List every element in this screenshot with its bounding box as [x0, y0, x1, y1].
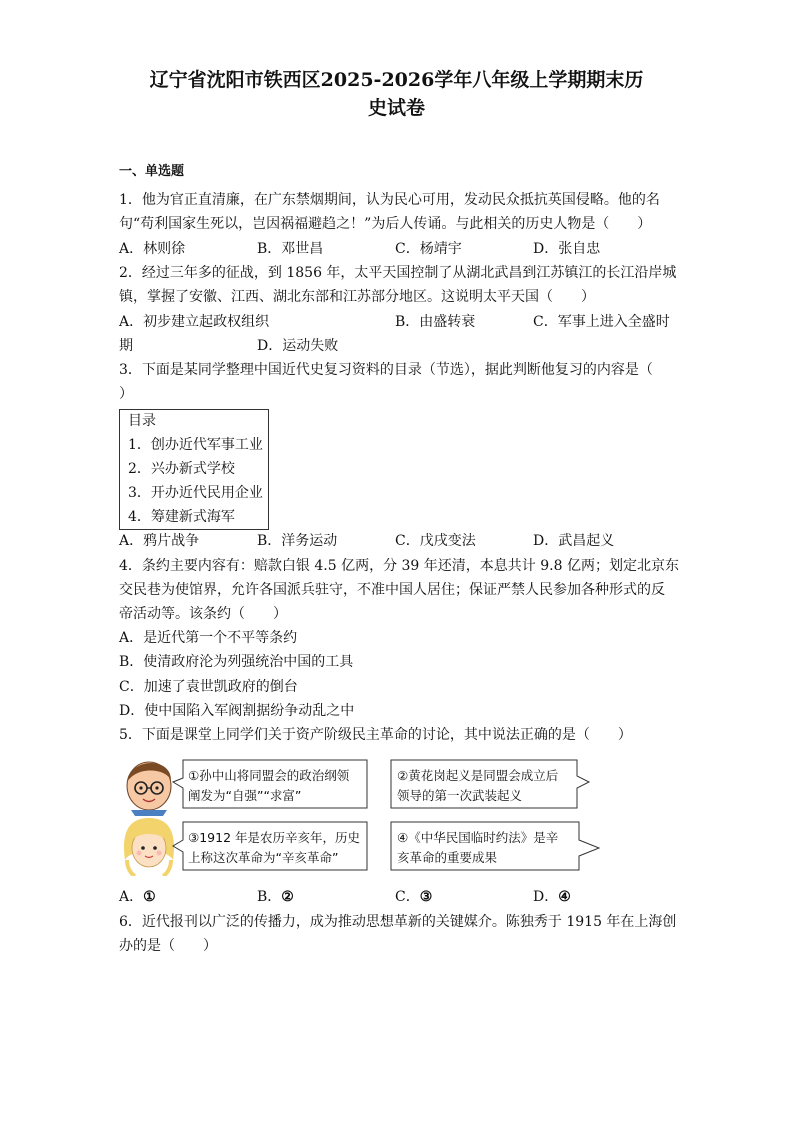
q4-option-d[interactable]: D．使中国陷入军阀割据纷争动乱之中	[119, 703, 355, 719]
bubble-2-line-2: 领导的第一次武装起义	[397, 788, 523, 803]
q6-line-1: 6．近代报刊以广泛的传播力，成为推动思想革新的关键媒介。陈独秀于 1915 年在上海创	[119, 914, 677, 930]
q2-option-b[interactable]: B．由盛转衰	[395, 314, 476, 330]
q1-option-c[interactable]: C．杨靖宇	[395, 241, 462, 257]
q3-option-d[interactable]: D．武昌起义	[533, 533, 615, 549]
bubble-1-line-1: ①孙中山将同盟会的政治纲领	[188, 768, 350, 783]
q2-option-a[interactable]: A．初步建立起政权组织	[119, 314, 270, 330]
toc-item-2: 2．兴办新式学校	[128, 461, 235, 477]
q3-line-2: ）	[119, 386, 133, 402]
exam-title	[60, 66, 733, 122]
q3-option-a[interactable]: A．鸦片战争	[119, 533, 200, 549]
toc-box	[119, 409, 269, 530]
toc-item-4: 4．筹建新式海军	[128, 509, 235, 525]
q4-option-a[interactable]: A．是近代第一个不平等条约	[119, 630, 298, 646]
q4-line-1: 4．条约主要内容有：赔款白银 4.5 亿两，分 39 年还清，本息共计 9.8 亿两；划定北京东	[119, 558, 679, 574]
toc-item-1: 1．创办近代军事工业	[128, 437, 263, 453]
bubble-4-line-1: ④《中华民国临时约法》是辛	[397, 830, 559, 845]
q1-option-b[interactable]: B．邓世昌	[257, 241, 324, 257]
bubble-4-line-2: 亥革命的重要成果	[397, 850, 498, 865]
q3-option-c[interactable]: C．戊戌变法	[395, 533, 476, 549]
q4-option-c[interactable]: C．加速了袁世凯政府的倒台	[119, 679, 298, 695]
bubble-3-line-2: 上称这次革命为“辛亥革命”	[188, 850, 339, 865]
q2-line-1: 2．经过三年多的征战，到 1856 年，太平天国控制了从湖北武昌到江苏镇江的长江沿岸城	[119, 265, 677, 281]
q4-line-2: 交民巷为使馆界，允许各国派兵驻守，不准中国人居住；保证严禁人民参加各种形式的反	[119, 582, 665, 598]
q2-option-c-cont: 期	[119, 338, 133, 354]
q1-option-a[interactable]: A．林则徐	[119, 241, 186, 257]
bubble-1-line-2: 阐发为“自强”“求富”	[188, 788, 302, 803]
q2-option-d[interactable]: D．运动失败	[257, 338, 339, 354]
q1-line-2: 句“苟利国家生死以，岂因祸福避趋之！”为后人传诵。与此相关的历史人物是（ ）	[119, 216, 652, 232]
bubble-2-line-1: ②黄花岗起义是同盟会成立后	[397, 768, 559, 783]
q1-line-1: 1．他为官正直清廉，在广东禁烟期间，认为民心可用，发动民众抵抗英国侵略。他的名	[119, 192, 660, 208]
q5-line-1: 5．下面是课堂上同学们关于资产阶级民主革命的讨论，其中说法正确的是（ ）	[119, 727, 632, 743]
q6-line-2: 办的是（ ）	[119, 938, 217, 954]
q5-option-a[interactable]: A．①	[119, 889, 156, 905]
q5-option-d[interactable]: D．④	[533, 889, 571, 905]
boy-avatar	[127, 762, 171, 816]
q1-option-d[interactable]: D．张自忠	[533, 241, 601, 257]
section-heading: 一、单选题	[119, 164, 185, 179]
q5-option-b[interactable]: B．②	[257, 889, 294, 905]
q4-line-3: 帝活动等。该条约（ ）	[119, 606, 287, 622]
title-line-2: 史试卷	[367, 97, 425, 119]
q2-option-c[interactable]: C．军事上进入全盛时	[533, 314, 670, 330]
q5-option-c[interactable]: C．③	[395, 889, 433, 905]
q3-option-b[interactable]: B．洋务运动	[257, 533, 338, 549]
q4-option-b[interactable]: B．使清政府沦为列强统治中国的工具	[119, 654, 354, 670]
girl-avatar	[124, 818, 174, 876]
title-line-1: 辽宁省沈阳市铁西区2025-2026学年八年级上学期期末历	[149, 69, 644, 91]
q3-line-1: 3．下面是某同学整理中国近代史复习资料的目录（节选），据此判断他复习的内容是（	[119, 362, 653, 378]
toc-title: 目录	[128, 413, 156, 429]
bubble-3-line-1: ③1912 年是农历辛亥年，历史	[188, 830, 360, 845]
toc-item-3: 3．开办近代民用企业	[128, 485, 263, 501]
q2-line-2: 镇，掌握了安徽、江西、湖北东部和江苏部分地区。这说明太平天国（ ）	[119, 289, 595, 305]
